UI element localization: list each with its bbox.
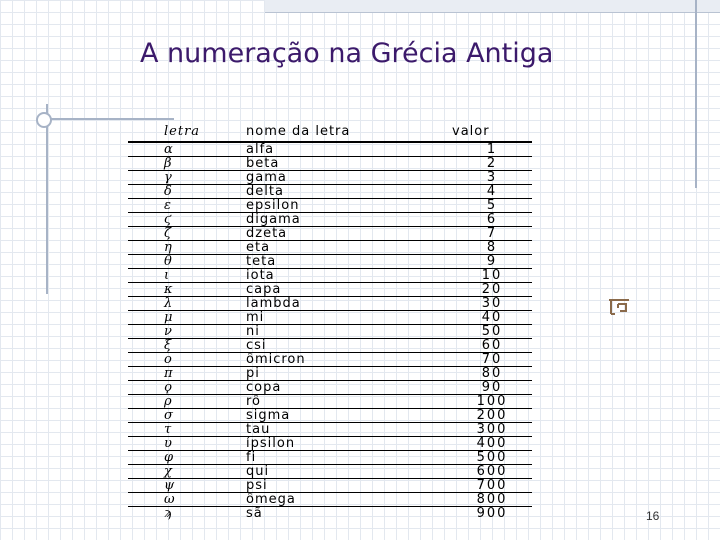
- greek-letter-cell: ω: [128, 493, 246, 507]
- numeric-value-cell: 4: [452, 185, 532, 199]
- table-row: [128, 423, 532, 437]
- table-row: [128, 479, 532, 493]
- greek-letter-cell: ϛ: [128, 213, 246, 227]
- table-row: [128, 142, 532, 157]
- numeric-value-cell: 20: [452, 283, 532, 297]
- table-row: [128, 199, 532, 213]
- letter-name-cell: beta: [246, 157, 452, 171]
- greek-letter-cell: ψ: [128, 479, 246, 493]
- greek-letter-cell: ζ: [128, 227, 246, 241]
- greek-letter-cell: ι: [128, 269, 246, 283]
- letter-name-cell: ni: [246, 325, 452, 339]
- greek-letter-cell: ϙ: [128, 381, 246, 395]
- page-number: 16: [646, 509, 660, 523]
- column-header-letter: letra: [128, 122, 246, 142]
- letter-name-cell: fi: [246, 451, 452, 465]
- numeric-value-cell: 300: [452, 423, 532, 437]
- letter-name-cell: capa: [246, 283, 452, 297]
- table-row: [128, 437, 532, 451]
- greek-letter-cell: γ: [128, 171, 246, 185]
- numeric-value-cell: 10: [452, 269, 532, 283]
- slide-title: A numeração na Grécia Antiga: [140, 38, 554, 69]
- letter-name-cell: teta: [246, 255, 452, 269]
- numeric-value-cell: 6: [452, 213, 532, 227]
- table-row: [128, 395, 532, 409]
- greek-letter-cell: ξ: [128, 339, 246, 353]
- table-row: [128, 353, 532, 367]
- table-row: [128, 381, 532, 395]
- letter-name-cell: iota: [246, 269, 452, 283]
- greek-letter-cell: ϡ: [164, 506, 172, 521]
- table-row: [128, 339, 532, 353]
- greek-letter-cell: λ: [128, 297, 246, 311]
- greek-letter-cell: ρ: [128, 395, 246, 409]
- letter-name-cell: dzeta: [246, 227, 452, 241]
- numeric-value-cell: 200: [452, 409, 532, 423]
- table-row: [128, 283, 532, 297]
- greek-symbol-glyph-icon: [606, 298, 632, 316]
- greek-letter-cell: χ: [128, 465, 246, 479]
- table-row: [128, 493, 532, 507]
- greek-letter-cell: ν: [128, 325, 246, 339]
- numeric-value-cell: 1: [452, 142, 532, 157]
- greek-letter-cell: β: [128, 157, 246, 171]
- right-decorative-line: [695, 0, 697, 188]
- letter-name-cell: ômicron: [246, 353, 452, 367]
- table-row: [128, 185, 532, 199]
- letter-name-cell: ômega: [246, 493, 452, 507]
- numeric-value-cell: 700: [452, 479, 532, 493]
- numeric-value-cell: 70: [452, 353, 532, 367]
- numeric-value-cell: 90: [452, 381, 532, 395]
- letter-name-cell: csi: [246, 339, 452, 353]
- greek-letter-cell: τ: [128, 423, 246, 437]
- greek-letter-cell: μ: [128, 311, 246, 325]
- numeric-value-cell: 8: [452, 241, 532, 255]
- left-horizontal-line: [46, 118, 174, 120]
- numeric-value-cell: 80: [452, 367, 532, 381]
- numeric-value-cell: 9: [452, 255, 532, 269]
- numeric-value-cell: 900: [476, 506, 508, 521]
- numeric-value-cell: 30: [452, 297, 532, 311]
- greek-letter-cell: κ: [128, 283, 246, 297]
- letter-name-cell: digama: [246, 213, 452, 227]
- letter-name-cell: gama: [246, 171, 452, 185]
- letter-name-cell: pi: [246, 367, 452, 381]
- table-row: [128, 409, 532, 423]
- letter-name-cell: alfa: [246, 142, 452, 157]
- numeric-value-cell: 100: [452, 395, 532, 409]
- greek-letter-cell: σ: [128, 409, 246, 423]
- numeric-value-cell: 500: [452, 451, 532, 465]
- left-decorative-line: [46, 104, 48, 294]
- numeric-value-cell: 60: [452, 339, 532, 353]
- numeric-value-cell: 5: [452, 199, 532, 213]
- table-row: [128, 213, 532, 227]
- greek-letter-cell: φ: [128, 451, 246, 465]
- numeric-value-cell: 7: [452, 227, 532, 241]
- top-decorative-band: [265, 0, 720, 13]
- letter-name-cell: sigma: [246, 409, 452, 423]
- letter-name-cell: epsilon: [246, 199, 452, 213]
- letter-name-cell: copa: [246, 381, 452, 395]
- table-row: [128, 465, 532, 479]
- table-row: [128, 157, 532, 171]
- greek-letter-cell: θ: [128, 255, 246, 269]
- table-row: [128, 241, 532, 255]
- letter-name-cell: mi: [246, 311, 452, 325]
- table-row: [128, 451, 532, 465]
- numeric-value-cell: 40: [452, 311, 532, 325]
- letter-name-cell: psi: [246, 479, 452, 493]
- table-row: [128, 367, 532, 381]
- greek-numeral-table: [128, 122, 532, 520]
- greek-letter-cell: ε: [128, 199, 246, 213]
- greek-letter-cell: δ: [128, 185, 246, 199]
- table-row: [128, 507, 532, 521]
- table-row: [128, 255, 532, 269]
- greek-symbol-icon: [606, 298, 632, 316]
- column-header-name: nome da letra: [246, 122, 452, 142]
- letter-name-cell: delta: [246, 185, 452, 199]
- column-header-value: valor: [452, 122, 532, 142]
- letter-name-cell: qui: [246, 465, 452, 479]
- greek-letter-cell: η: [128, 241, 246, 255]
- letter-name-cell: rô: [246, 395, 452, 409]
- table-header-row: [128, 122, 532, 142]
- greek-letter-cell: α: [128, 142, 246, 157]
- letter-name-cell: eta: [246, 241, 452, 255]
- table-row: [128, 269, 532, 283]
- table-row: [128, 171, 532, 185]
- greek-letter-cell: υ: [128, 437, 246, 451]
- numeric-value-cell: 800: [452, 493, 532, 507]
- greek-letter-cell: ο: [128, 353, 246, 367]
- greek-letter-cell: π: [128, 367, 246, 381]
- letter-name-cell: ípsilon: [246, 437, 452, 451]
- numeric-value-cell: 600: [452, 465, 532, 479]
- numeric-value-cell: 3: [452, 171, 532, 185]
- numeric-value-cell: 50: [452, 325, 532, 339]
- letter-name-cell: lambda: [246, 297, 452, 311]
- table-body: [128, 142, 532, 520]
- table-row: [128, 311, 532, 325]
- table-row: [128, 325, 532, 339]
- corner-circle-icon: [36, 112, 52, 128]
- letter-name-cell: sã: [246, 506, 263, 521]
- table-row: [128, 227, 532, 241]
- table-row: [128, 297, 532, 311]
- letter-name-cell: tau: [246, 423, 452, 437]
- numeric-value-cell: 400: [452, 437, 532, 451]
- numeric-value-cell: 2: [452, 157, 532, 171]
